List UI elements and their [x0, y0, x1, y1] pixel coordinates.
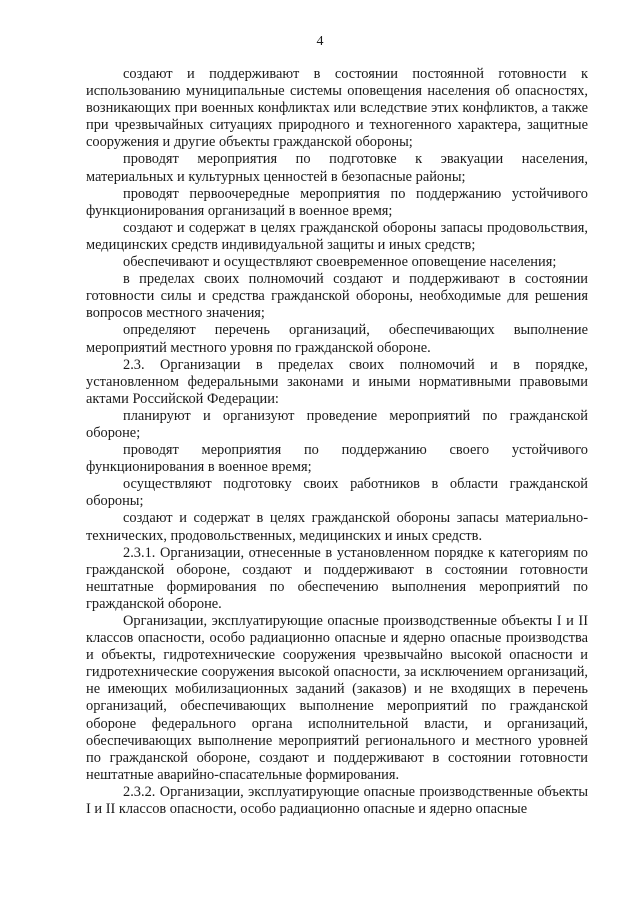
paragraph: проводят первоочередные мероприятия по поддержанию устойчивого функционирования организаций в военное время; — [86, 185, 588, 219]
paragraph: планируют и организуют проведение мероприятий по гражданской обороне; — [86, 407, 588, 441]
paragraph: 2.3.1. Организации, отнесенные в установленном порядке к категориям по гражданской обороне, создают и поддерживают в состоянии готовности нештатные формирования по обеспечению выполнения мероприятий по гражданской обороне. — [86, 544, 588, 612]
paragraph: определяют перечень организаций, обеспечивающих выполнение мероприятий местного уровня по гражданской обороне. — [86, 322, 588, 356]
paragraph: проводят мероприятия по поддержанию своего устойчивого функционирования в военное время; — [86, 442, 588, 476]
paragraph: Организации, эксплуатирующие опасные производственные объекты I и II классов опасности, особо радиационно опасные и ядерно опасные производства и объекты, гидротехнические сооружения чрезвычайно высокой опасности и гидротехнические сооружения высокой опасности, за исключением организаций, не имеющих мобилизационных заданий (заказов) и не входящих в перечень организаций, обеспечивающих выполнение мероприятий по гражданской обороне федерального органа исполнительной власти, и организаций, обеспечивающих выполнение мероприятий регионального и местного уровней по гражданской обороне, создают и поддерживают в состоянии готовности нештатные аварийно-спасательные формирования. — [86, 613, 588, 783]
paragraph: создают и поддерживают в состоянии постоянной готовности к использованию муниципальные системы оповещения населения об опасностях, возникающих при военных конфликтах или вследствие этих конфликтов, а также при чрезвычайных ситуациях природного и техногенного характера, защитные сооружения и другие объекты гражданской обороны; — [86, 66, 588, 151]
paragraph: проводят мероприятия по подготовке к эвакуации населения, материальных и культурных ценностей в безопасные районы; — [86, 151, 588, 185]
paragraph: обеспечивают и осуществляют своевременное оповещение населения; — [123, 254, 557, 271]
paragraph: создают и содержат в целях гражданской обороны запасы материально-технических, продовольственных, медицинских и иных средств. — [86, 510, 588, 544]
paragraph: 2.3.2. Организации, эксплуатирующие опасные производственные объекты I и II классов опасности, особо радиационно опасные и ядерно опасные — [86, 783, 588, 818]
body-text — [86, 66, 588, 818]
paragraph: 2.3. Организации в пределах своих полномочий и в порядке, установленном федеральными законами и иными нормативными правовыми актами Российской Федерации: — [86, 356, 588, 407]
paragraph: создают и содержат в целях гражданской обороны запасы продовольствия, медицинских средств индивидуальной защиты и иных средств; — [86, 219, 588, 253]
page-number: 4 — [316, 34, 324, 49]
paragraph: в пределах своих полномочий создают и поддерживают в состоянии готовности силы и средства гражданской обороны, необходимые для решения вопросов местного значения; — [86, 271, 588, 322]
paragraph: осуществляют подготовку своих работников в области гражданской обороны; — [86, 476, 588, 510]
